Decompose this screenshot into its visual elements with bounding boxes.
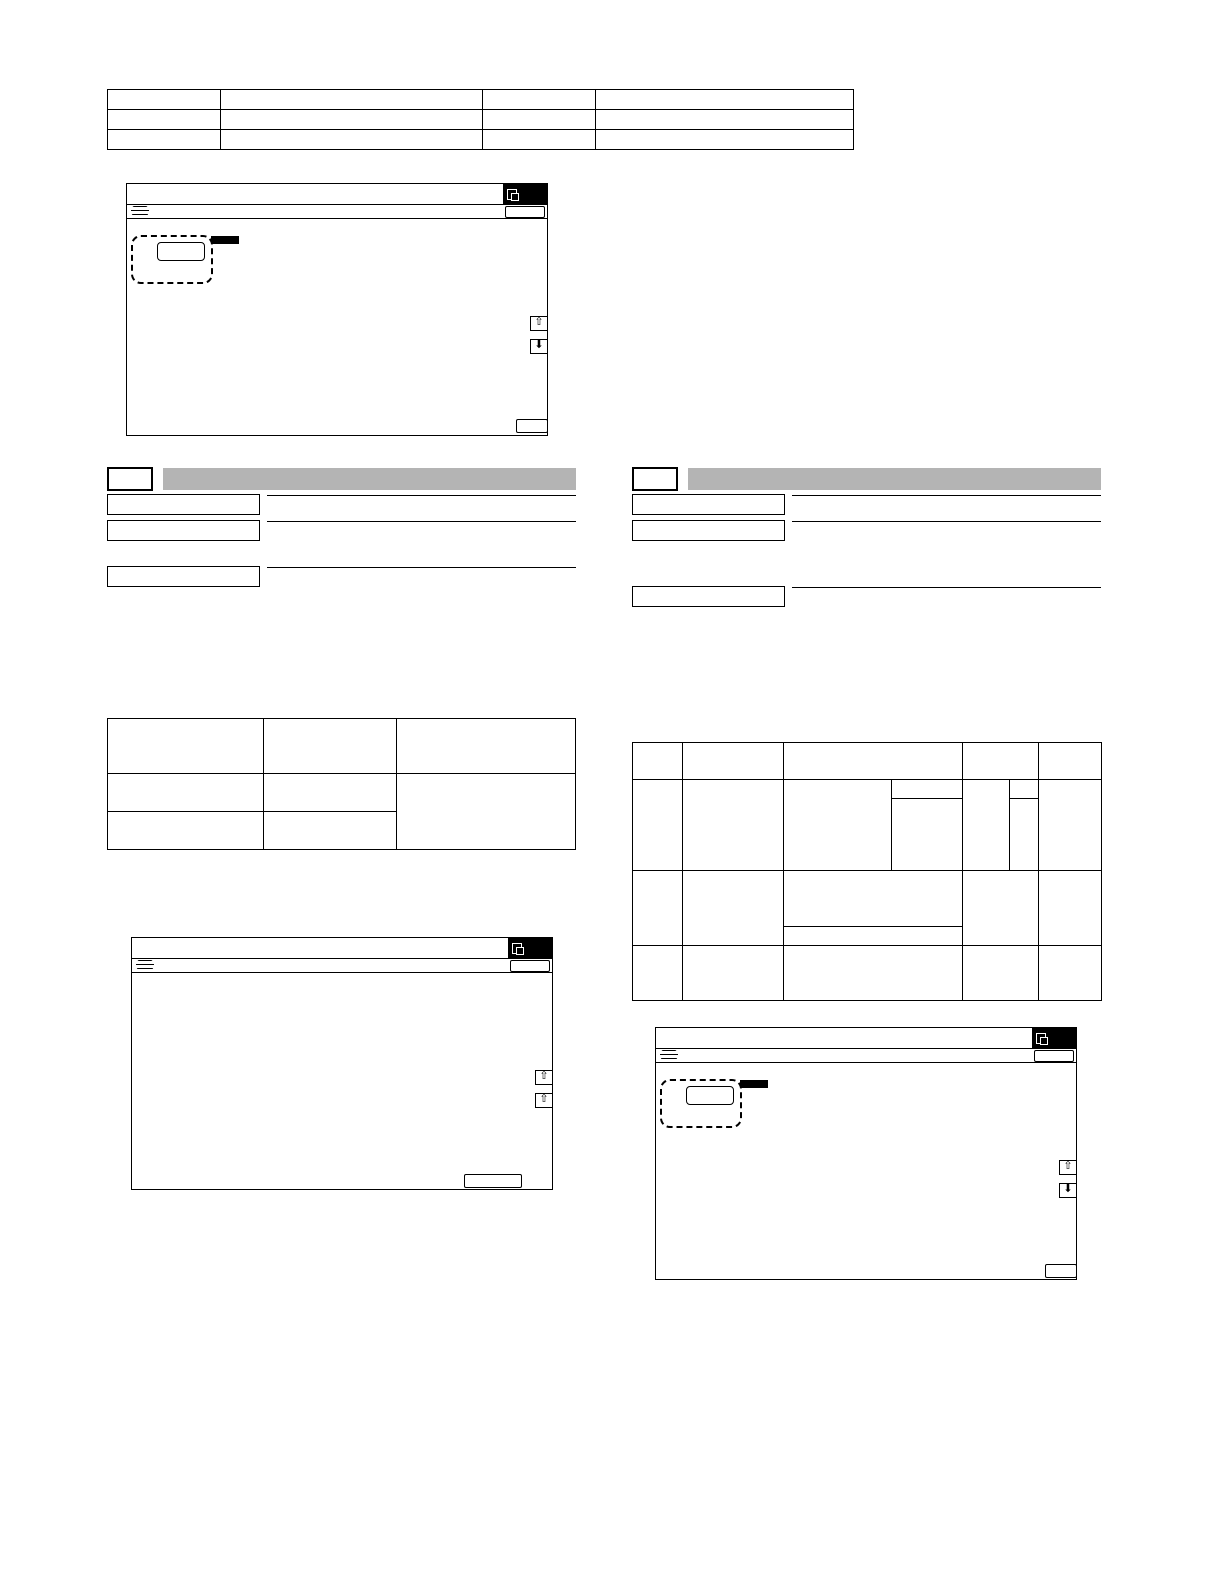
screen-title-bar xyxy=(127,184,547,205)
section-title-bar xyxy=(163,468,576,490)
menu-button[interactable] xyxy=(510,960,550,972)
field-divider xyxy=(792,587,1101,588)
screen-menu-bar xyxy=(127,204,547,219)
header-cell xyxy=(596,130,854,150)
screen-menu-bar xyxy=(656,1048,1076,1063)
copy-mode-icon xyxy=(507,189,517,200)
section-title-bar xyxy=(688,468,1101,490)
ok-button[interactable] xyxy=(516,419,548,433)
screen-mockup-3 xyxy=(655,1027,1077,1280)
header-cell xyxy=(596,110,854,130)
field-divider xyxy=(267,495,576,496)
screen-mockup-1 xyxy=(126,183,548,436)
field-divider xyxy=(267,567,576,568)
header-cell xyxy=(221,90,483,110)
scroll-up-button[interactable] xyxy=(1059,1160,1077,1175)
header-cell xyxy=(483,110,596,130)
scroll-up-button[interactable] xyxy=(530,316,548,331)
section-code-box xyxy=(107,467,153,491)
field-divider xyxy=(267,521,576,522)
header-cell xyxy=(108,110,221,130)
field-divider xyxy=(792,495,1101,496)
scroll-down-button[interactable] xyxy=(1059,1183,1077,1198)
mode-indicator xyxy=(503,184,547,204)
setting-value-field[interactable] xyxy=(157,242,205,261)
field-label-box xyxy=(632,494,785,515)
header-cell xyxy=(221,130,483,150)
mode-indicator xyxy=(1032,1028,1076,1048)
field-label-box xyxy=(632,586,785,607)
menu-button[interactable] xyxy=(1034,1050,1074,1062)
field-label-box xyxy=(632,520,785,541)
header-table xyxy=(107,89,854,150)
screen-menu-bar xyxy=(132,958,552,973)
menu-button[interactable] xyxy=(505,206,545,218)
field-label-box xyxy=(107,520,260,541)
right-table xyxy=(632,742,1102,1001)
screen-mockup-2 xyxy=(131,937,553,1190)
scroll-up-button[interactable] xyxy=(535,1093,553,1108)
setting-label-tag xyxy=(740,1080,768,1088)
menu-icon[interactable] xyxy=(131,205,149,217)
left-table xyxy=(107,718,576,850)
copy-mode-icon xyxy=(1036,1033,1046,1044)
field-divider xyxy=(792,521,1101,522)
menu-icon[interactable] xyxy=(660,1049,678,1061)
header-cell xyxy=(596,90,854,110)
menu-icon[interactable] xyxy=(136,959,154,971)
header-cell xyxy=(221,110,483,130)
mode-indicator xyxy=(508,938,552,958)
field-label-box xyxy=(107,566,260,587)
header-cell xyxy=(108,90,221,110)
header-cell xyxy=(483,130,596,150)
header-cell xyxy=(108,130,221,150)
ok-button[interactable] xyxy=(1045,1264,1077,1278)
section-code-box xyxy=(632,467,678,491)
field-label-box xyxy=(107,494,260,515)
screen-title-bar xyxy=(132,938,552,959)
ok-button[interactable] xyxy=(464,1174,522,1188)
scroll-up-button[interactable] xyxy=(535,1070,553,1085)
setting-value-field[interactable] xyxy=(686,1086,734,1105)
setting-label-tag xyxy=(211,236,239,244)
scroll-down-button[interactable] xyxy=(530,339,548,354)
header-cell xyxy=(483,90,596,110)
screen-title-bar xyxy=(656,1028,1076,1049)
copy-mode-icon xyxy=(512,943,522,954)
